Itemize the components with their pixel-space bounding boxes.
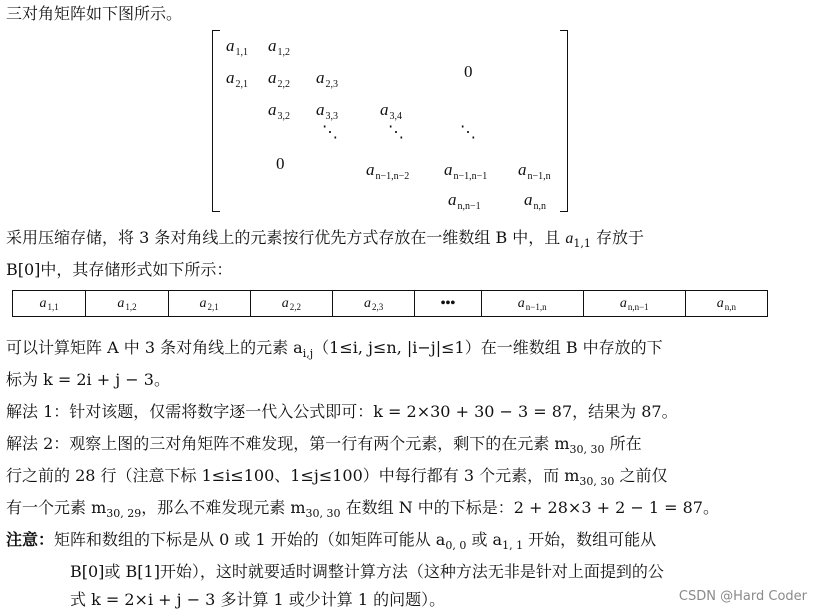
matrix-cell: $a_{n,n}$: [524, 190, 546, 212]
note-line1: 注意：矩阵和数组的下标是从 0 或 1 开始的（如矩阵可能从 $a_{0, 0}$ 或 $a_{1, 1}$ 开始，数组可能从: [6, 530, 657, 552]
array-cell: a n,n−1: [584, 291, 686, 316]
matrix-right-bracket: [560, 30, 568, 212]
array-cell: a 1,2: [86, 291, 168, 316]
watermark: CSDN @Hard Coder: [678, 589, 807, 604]
array-cell: a 2,3: [333, 291, 415, 316]
intro-text: 三对角矩阵如下图所示。: [6, 4, 183, 23]
matrix-cell: $a_{3,2}$: [268, 100, 290, 122]
array-cell: a n−1,n: [482, 291, 584, 316]
para1-line1: 采用压缩存储，将 3 条对角线上的元素按行优先方式存放在一维数组 B 中，且 $a_{1,1}$ 存放于: [6, 228, 644, 250]
array-cell: a n,n: [716, 295, 736, 312]
para2-line1: 可以计算矩阵 A 中 3 条对角线上的元素 $a_{i,j}(1\le i$, j≤n, |i−j|≤1）在一维数组 B 中存放的下: [6, 338, 663, 360]
note-line2: B[0]或 B[1]开始），这时就要适时调整计算方法（这种方法无非是针对上面提到的公: [70, 562, 664, 581]
note-label: 注意：: [6, 530, 55, 549]
solution-1: 解法 1：针对该题，仅需将数字逐一代入公式即可：k = 2×30 + 30 − 3 = 87，结果为 87。: [6, 402, 678, 421]
matrix-cell: $a_{2,3}$: [316, 68, 338, 90]
matrix-cell: $a_{1,1}$: [226, 36, 248, 58]
matrix-cell: $a_{2,2}$: [268, 68, 290, 90]
matrix-zero-upper: 0: [464, 62, 473, 81]
matrix-cell: $a_{3,3}$: [316, 100, 338, 122]
matrix-diagonal-dots: ⋱: [322, 122, 339, 141]
matrix-zero-lower: 0: [276, 154, 285, 173]
matrix-cell: $a_{n-1,n}$: [518, 160, 551, 182]
array-cell: a 1,1: [13, 291, 86, 316]
para1-line2: B[0]中，其存储形式如下所示：: [6, 260, 233, 279]
matrix-cell: $a_{2,1}$: [226, 68, 248, 90]
array-cell-ellipsis: •••: [415, 291, 481, 316]
tridiagonal-matrix: [212, 30, 568, 212]
matrix-left-bracket: [212, 30, 220, 212]
solution-2-line3: 有一个元素 $m_{30, 29}$，那么不难发现元素 $m_{30, 30}$ 在数组 N 中的下标是：2 + 28×3 + 2 − 1 = 87。: [6, 498, 719, 520]
matrix-cell: $a_{n,n-1}$: [448, 190, 481, 212]
matrix-diagonal-dots: ⋱: [460, 122, 477, 141]
solution-2-line1: 解法 2：观察上图的三对角矩阵不难发现，第一行有两个元素，剩下的在元素 $m_{30, 30}$ 所在: [6, 434, 642, 456]
para2-line2: 标为 k = 2i + j − 3。: [6, 370, 170, 389]
storage-array-B: [12, 290, 768, 317]
note-line3: 式 k = 2×i + j − 3 多计算 1 或少计算 1 的问题）。: [70, 590, 446, 609]
array-cell: a 2,1: [169, 291, 251, 316]
array-cell: a 2,2: [251, 291, 333, 316]
matrix-diagonal-dots: ⋱: [388, 122, 405, 141]
matrix-cell: $a_{3,4}$: [380, 100, 402, 122]
matrix-cell: $a_{n-1,n-2}$: [366, 160, 410, 182]
matrix-cell: $a_{n-1,n-1}$: [444, 160, 488, 182]
solution-2-line2: 行之前的 28 行（注意下标 1≤i≤100、1≤j≤100）中每行都有 3 个元素，而 $m_{30, 30}$ 之前仅: [6, 466, 668, 488]
matrix-cell: $a_{1,2}$: [268, 36, 290, 58]
